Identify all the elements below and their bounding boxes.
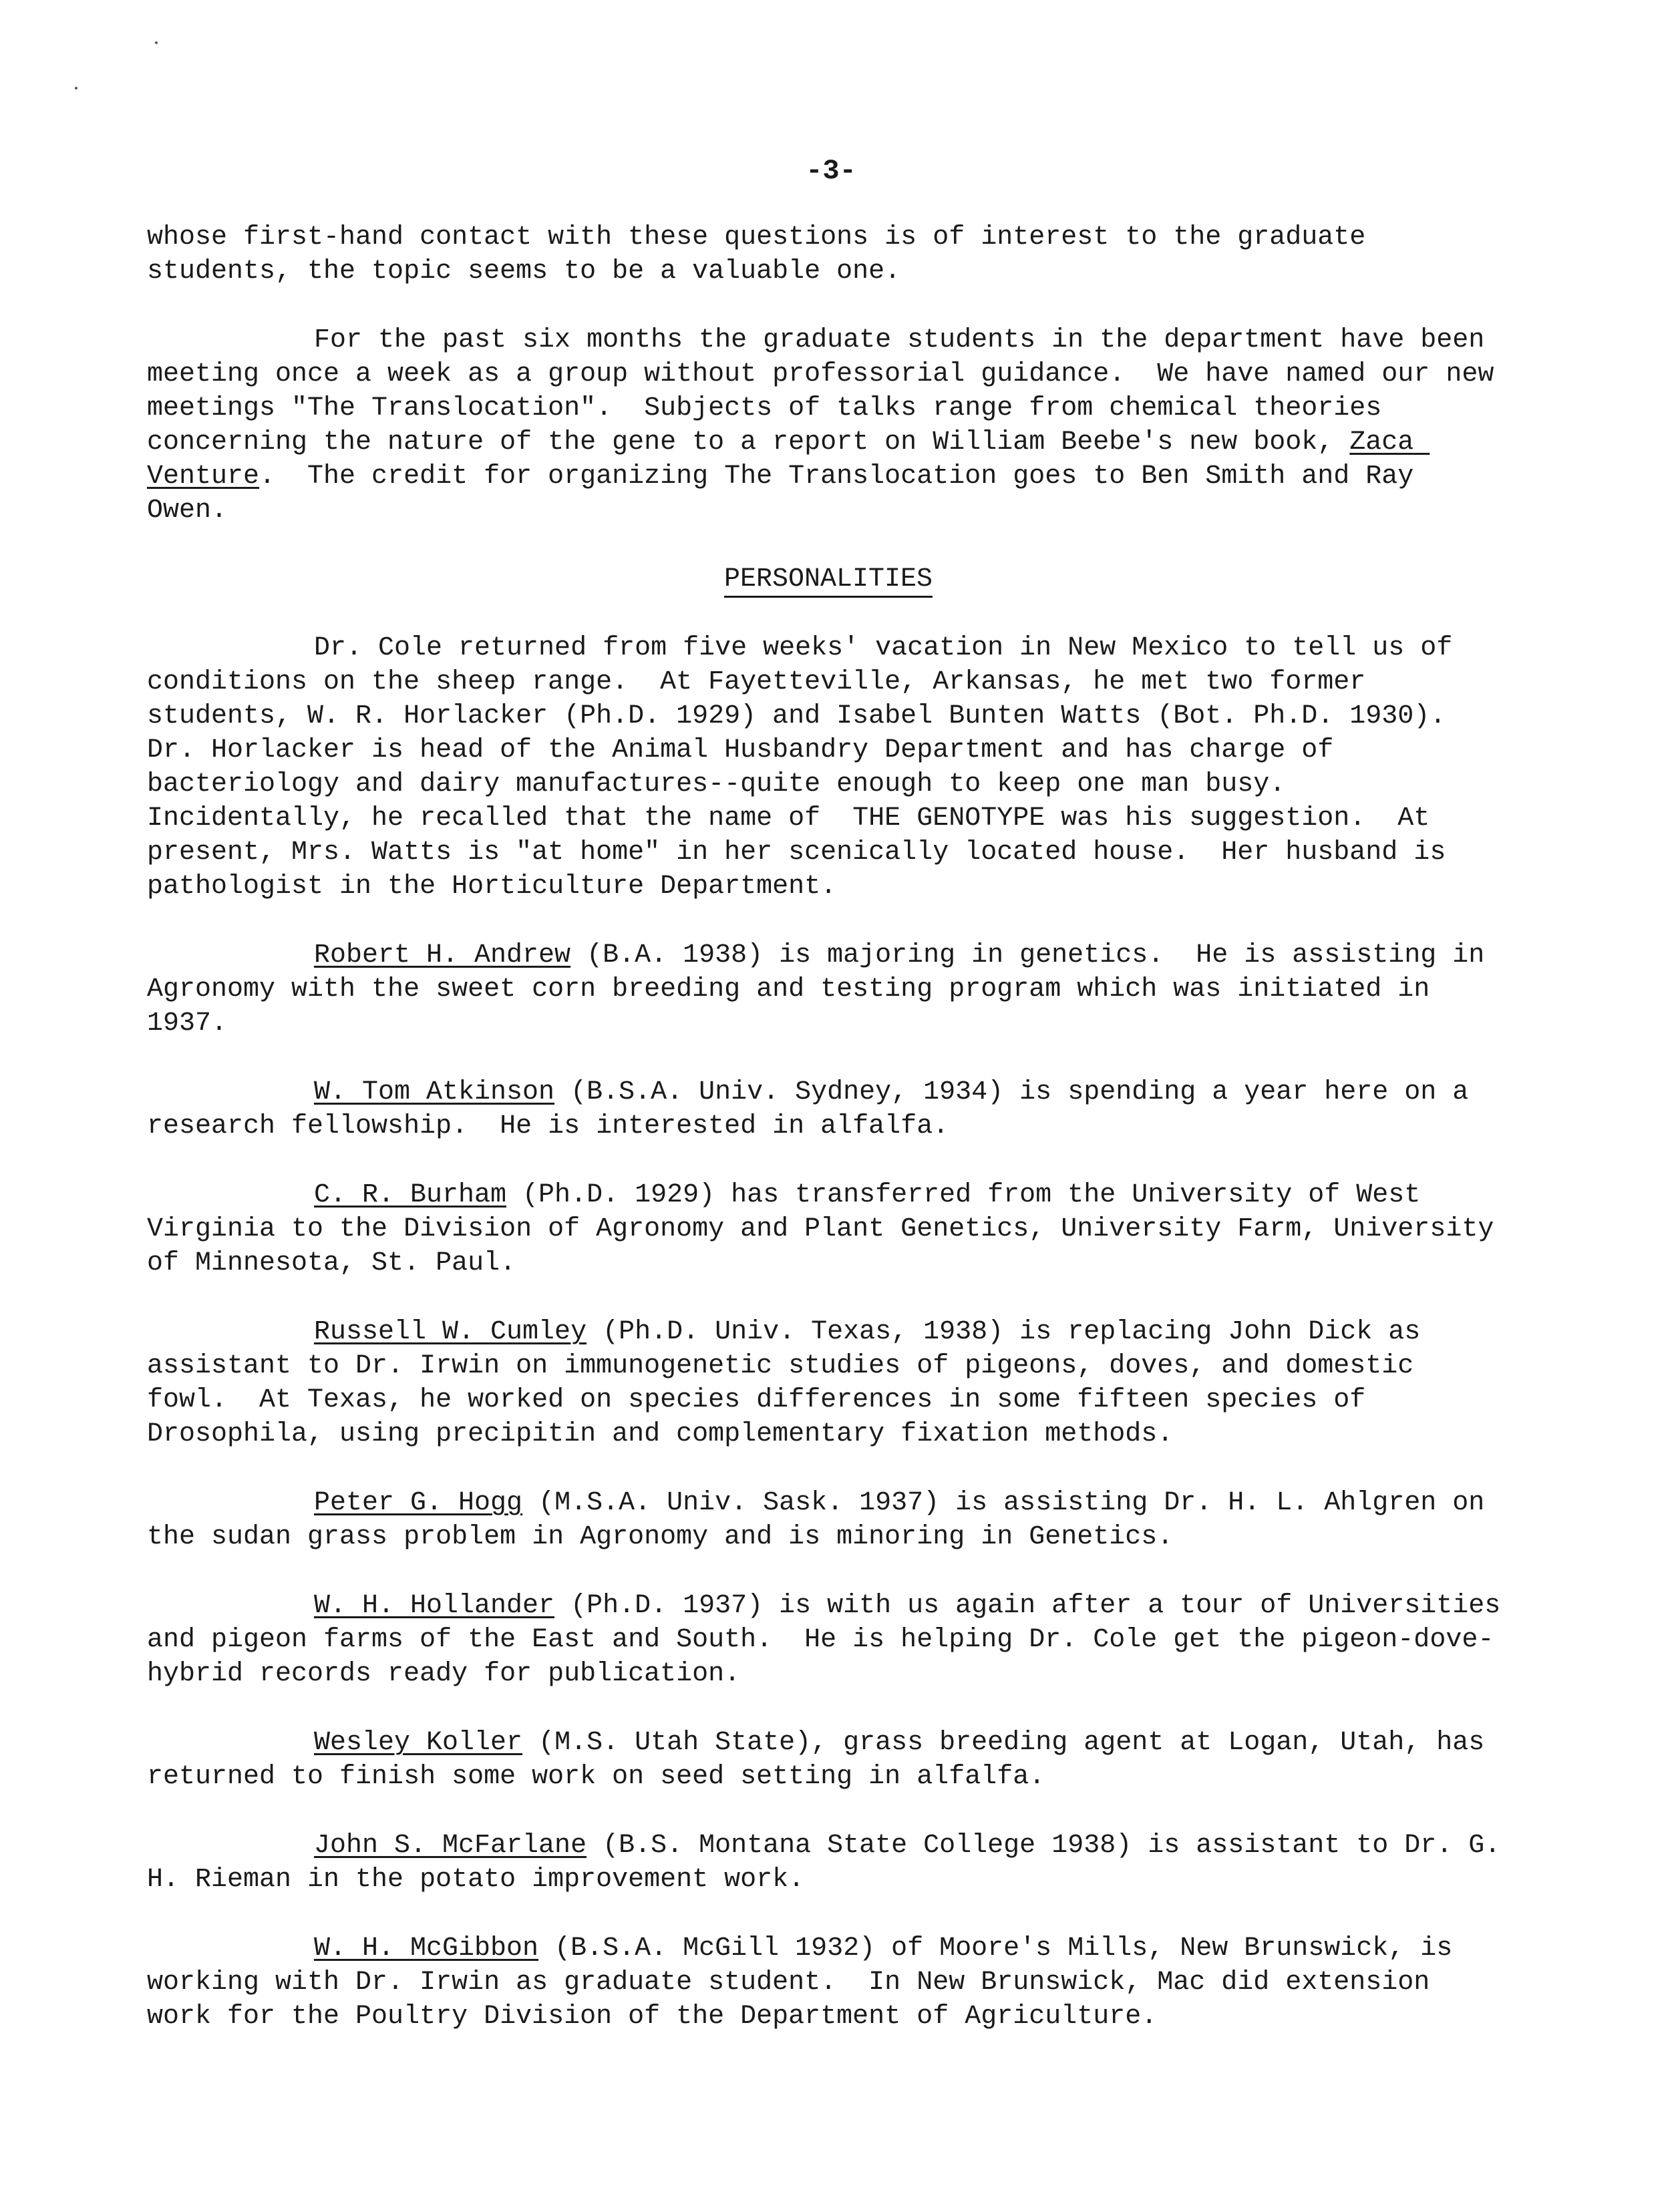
para-text: (B.S. Montana State College 1938) is assistant to Dr. G. H. Rieman in the potato improvement work. — [147, 1831, 1517, 1895]
section-heading-text: PERSONALITIES — [724, 564, 933, 598]
person-name: John S. McFarlane — [314, 1831, 587, 1861]
para-cumley — [147, 1315, 1510, 1451]
person-name: W. Tom Atkinson — [314, 1077, 555, 1107]
document-body — [147, 220, 1517, 2068]
stray-mark — [75, 87, 77, 89]
para-andrew — [147, 938, 1510, 1041]
para-cole-text: Dr. Cole returned from five weeks' vacation in New Mexico to tell us of conditions on the sheep range. At Fayetteville, Arkansas, he met two former students, W. R. Horlacker (Ph.D. 1929) and Isabel Bunten Watts (Bot. Ph.D. 1930). Dr. Horlacker is head of the Animal Husbandry Department and has charge of bacteriology and dairy manufactures--quite enough to keep one man busy. Incidentally, he recalled that the name of THE GENOTYPE was his suggestion. At present, Mrs. Watts is "at home" in her scenically located house. Her husband is pathologist in the Horticulture Department. — [147, 633, 1478, 902]
person-name: Peter G. Hogg — [314, 1488, 523, 1518]
para-text: (Ph.D. 1937) is with us again after a tour of Universities and pigeon farms of the East and South. He is helping Dr. Cole get the pigeon-dove-hybrid records ready for publication. — [147, 1591, 1517, 1689]
para-mcfarlane — [147, 1829, 1517, 1897]
para-text: (M.S. Utah State), grass breeding agent at Logan, Utah, has returned to finish some work on seed setting in alfalfa. — [147, 1728, 1501, 1792]
page-number: -3- — [806, 155, 856, 187]
para-burham — [147, 1178, 1510, 1280]
para-text: (B.A. 1938) is majoring in genetics. He is assisting in Agronomy with the sweet corn breeding and testing program which was initiated in 1937. — [147, 940, 1501, 1039]
para-mcgibbon — [147, 1931, 1510, 2034]
para-atkinson — [147, 1075, 1510, 1143]
para-koller — [147, 1726, 1510, 1794]
person-name: Wesley Koller — [314, 1728, 523, 1758]
section-heading — [147, 562, 1510, 596]
book-title: Zaca Venture — [147, 427, 1430, 492]
para-text: (B.S.A. McGill 1932) of Moore's Mills, New Brunswick, is working with Dr. Irwin as graduate student. In New Brunswick, Mac did extension work for the Poultry Division of the Department of Agriculture. — [147, 1933, 1469, 2032]
para-text: (M.S.A. Univ. Sask. 1937) is assisting Dr. H. L. Ahlgren on the sudan grass problem in Agronomy and is minoring in Genetics. — [147, 1488, 1501, 1552]
translocation-text-before: For the past six months the graduate students in the department have been meeting once a week as a group without professorial guidance. We have named our new meetings "The Translocation". Subjects of talks range from chemical theories concerning the nature of the gene to a report on William Beebe's new book, — [147, 325, 1510, 457]
intro-paragraph: whose first-hand contact with these questions is of interest to the graduate students, the topic seems to be a valuable one. — [147, 222, 1382, 287]
person-name: W. H. Hollander — [314, 1591, 555, 1621]
person-name: C. R. Burham — [314, 1180, 507, 1210]
stray-mark — [155, 41, 158, 44]
para-hollander — [147, 1589, 1517, 1691]
person-name: Russell W. Cumley — [314, 1317, 587, 1347]
para-hogg — [147, 1486, 1510, 1554]
person-name: W. H. McGibbon — [314, 1933, 539, 1964]
para-text: (Ph.D. 1929) has transferred from the University of West Virginia to the Division of Agronomy and Plant Genetics, University Farm, University of Minnesota, St. Paul. — [147, 1180, 1510, 1278]
para-text: (Ph.D. Univ. Texas, 1938) is replacing John Dick as assistant to Dr. Irwin on immunogenetic studies of pigeons, doves, and domestic fowl. At Texas, he worked on species differences in some fifteen species of Drosophila, using precipitin and complementary fixation methods. — [147, 1317, 1437, 1449]
translocation-text-after: . The credit for organizing The Translocation goes to Ben Smith and Ray Owen. — [147, 462, 1430, 526]
translocation-paragraph — [147, 323, 1510, 528]
person-name: Robert H. Andrew — [314, 940, 571, 970]
para-cole — [147, 631, 1510, 904]
para-text: (B.S.A. Univ. Sydney, 1934) is spending a year here on a research fellowship. He is interested in alfalfa. — [147, 1077, 1485, 1141]
